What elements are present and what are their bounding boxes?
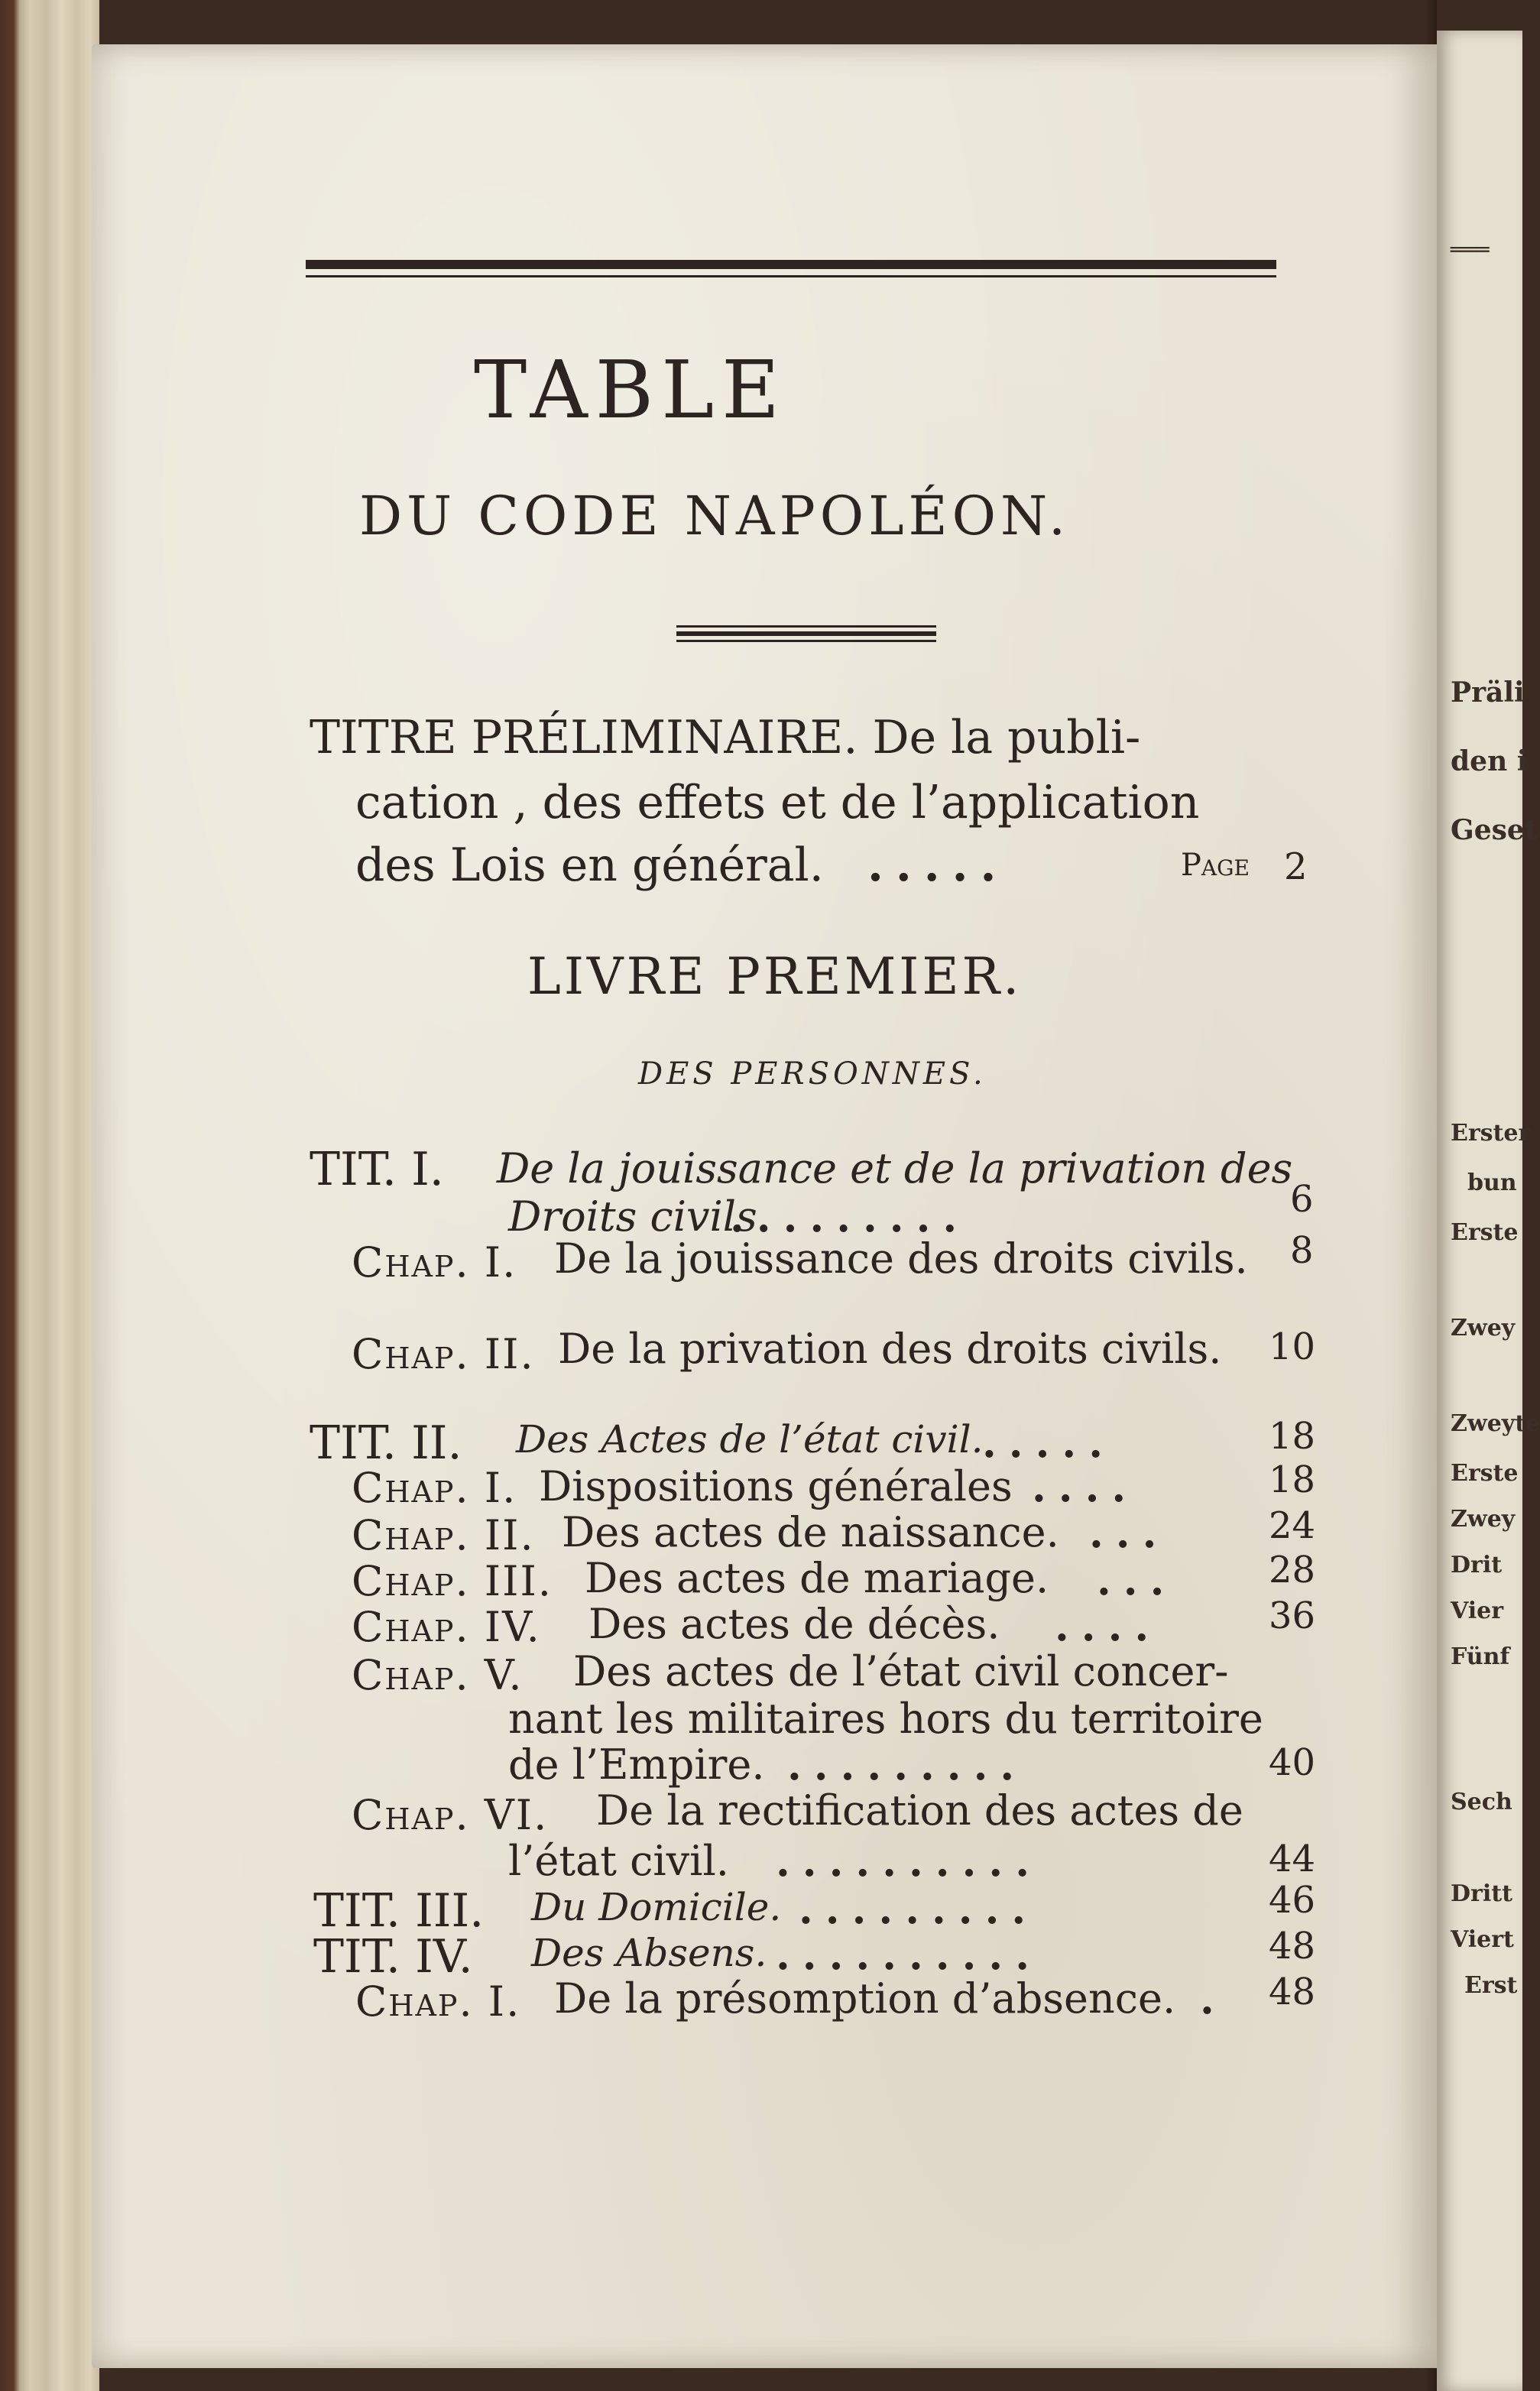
entry-leaders: . — [1200, 1974, 1227, 2023]
page-subtitle: DU CODE NAPOLÉON. — [359, 485, 1071, 547]
facing-page-rule: ═══ — [1451, 237, 1490, 262]
page-number: 10 — [1269, 1325, 1316, 1368]
entry-text: De la jouissance des droits civils. — [554, 1234, 1248, 1283]
book-subtitle: DES PERSONNES. — [638, 1056, 987, 1092]
entry-text: Dispositions générales — [539, 1462, 1013, 1510]
facing-page-word: Zweyte — [1451, 1410, 1540, 1437]
facing-page-word: den i — [1451, 745, 1528, 777]
entry-leaders: ......... — [730, 1192, 970, 1241]
facing-page-word: bun — [1467, 1170, 1517, 1196]
facing-page-word: Zwey — [1451, 1506, 1516, 1533]
page-number: 24 — [1269, 1504, 1316, 1547]
preliminary-line-1: TITRE PRÉLIMINAIRE. De la publi- — [310, 711, 1141, 764]
title-text: Des Absens. — [531, 1931, 767, 1975]
page-number: 40 — [1269, 1741, 1316, 1784]
book-page-edges — [0, 0, 99, 2391]
chapter-label: Chap. II. — [352, 1330, 535, 1378]
page-number: 48 — [1269, 1971, 1316, 2013]
facing-page-word: Fünf — [1451, 1643, 1510, 1670]
chapter-label: Chap. IV. — [352, 1603, 541, 1651]
entry-text: l’état civil. — [508, 1837, 729, 1885]
page-number: 44 — [1269, 1838, 1316, 1880]
title-label: TIT. IV. — [313, 1930, 473, 1984]
entry-text: Droits civils. — [508, 1192, 770, 1241]
entry-leaders: .......... — [776, 1930, 1042, 1979]
title-text: Des Actes de l’état civil. — [516, 1417, 984, 1462]
title-label: TIT. III. — [313, 1884, 485, 1938]
entry-text: Des actes de naissance. — [562, 1508, 1059, 1556]
facing-page-word: Geset — [1451, 814, 1538, 846]
entry-leaders: ... — [1097, 1556, 1177, 1604]
facing-page-word: Erste — [1451, 1460, 1519, 1487]
entry-text: De la privation des droits civils. — [558, 1325, 1222, 1373]
page-number: 46 — [1269, 1879, 1316, 1922]
entry-leaders: .... — [1055, 1601, 1162, 1650]
chapter-label: Chap. I. — [352, 1464, 517, 1512]
facing-page-word: Präli — [1451, 676, 1525, 709]
chapter-label: Chap. I. — [355, 1977, 521, 2026]
chapter-label: Chap. III. — [352, 1557, 553, 1605]
facing-page-word: Drit — [1451, 1552, 1503, 1578]
chapter-label: Chap. VI. — [352, 1791, 549, 1839]
chapter-label: Chap. I. — [352, 1238, 517, 1286]
title-label: TIT. I. — [310, 1143, 444, 1196]
page-title: TABLE — [473, 343, 788, 436]
preliminary-line-2: cation , des effets et de l’application — [355, 776, 1200, 829]
page-number: 48 — [1269, 1925, 1316, 1968]
facing-page-word: Erste — [1451, 1219, 1519, 1246]
title-text: Du Domicile. — [531, 1885, 782, 1929]
chapter-label: Chap. V. — [352, 1651, 524, 1699]
page-label: Page — [1181, 848, 1250, 883]
entry-leaders: ..... — [982, 1418, 1115, 1467]
title-label: TIT. II. — [310, 1416, 462, 1470]
page-number: 8 — [1290, 1229, 1314, 1272]
facing-page-word: Sech — [1451, 1789, 1512, 1815]
facing-page-word: Dritt — [1451, 1880, 1512, 1907]
title-text: De la jouissance et de la privation des — [497, 1144, 1293, 1192]
entry-leaders: .......... — [776, 1837, 1042, 1886]
ornament-rule-mid — [676, 631, 936, 636]
entry-text: de l’Empire. — [508, 1741, 765, 1789]
entry-text: nant les militaires hors du territoire — [508, 1695, 1263, 1743]
entry-leaders: ......... — [787, 1741, 1027, 1789]
entry-leaders: ... — [1089, 1508, 1169, 1557]
facing-page-word: Viert — [1451, 1926, 1514, 1953]
page-number: 18 — [1269, 1415, 1316, 1458]
top-rule-thin — [306, 275, 1276, 277]
page-number: 36 — [1269, 1595, 1316, 1637]
facing-page-word: Erster — [1451, 1120, 1531, 1147]
page-number: 6 — [1290, 1178, 1314, 1221]
page-number: 2 — [1284, 845, 1308, 888]
entry-text: Des actes de l’état civil concer- — [573, 1647, 1229, 1695]
entry-text: Des actes de décès. — [588, 1600, 1000, 1648]
top-rule-thick — [306, 260, 1276, 269]
ornament-rule-bottom — [676, 640, 936, 642]
facing-page-word: Erst — [1464, 1972, 1518, 1999]
entry-leaders: ......... — [799, 1884, 1039, 1933]
entry-text: De la rectification des actes de — [596, 1786, 1243, 1835]
book-title: LIVRE PREMIER. — [527, 947, 1023, 1006]
entry-text: De la présomption d’absence. — [554, 1974, 1176, 2023]
facing-page-word: Vier — [1451, 1598, 1504, 1624]
facing-page-word: Zwey — [1451, 1315, 1516, 1341]
preliminary-leaders: ..... — [867, 839, 1009, 892]
chapter-label: Chap. II. — [352, 1511, 535, 1559]
page-number: 28 — [1269, 1549, 1316, 1591]
preliminary-line-3: des Lois en général. — [355, 839, 824, 892]
page-number: 18 — [1269, 1458, 1316, 1501]
entry-leaders: .... — [1032, 1462, 1139, 1511]
entry-text: Des actes de mariage. — [585, 1554, 1049, 1602]
ornament-rule-top — [676, 625, 936, 628]
facing-page-edge — [1437, 31, 1540, 2391]
